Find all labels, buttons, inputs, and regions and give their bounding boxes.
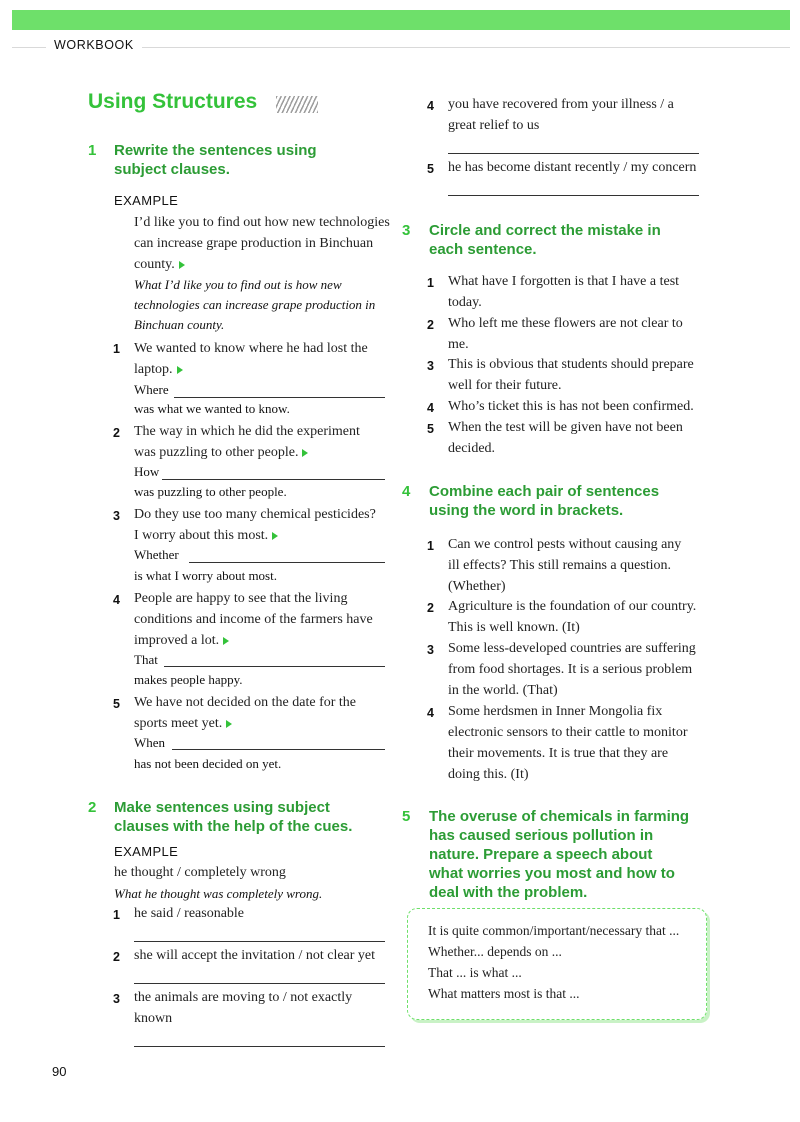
section-2-number: 2: [88, 799, 97, 816]
exercise-4-item-number: 3: [427, 643, 434, 657]
section-5-title-line: The overuse of chemicals in farming: [429, 808, 690, 825]
section-3-title-line: each sentence.: [429, 241, 537, 258]
item-line: conditions and income of the farmers have: [134, 612, 373, 627]
section-1-title-line: subject clauses.: [114, 161, 230, 178]
section-5-title-line: deal with the problem.: [429, 884, 588, 901]
item-line: laptop.: [134, 362, 173, 377]
item-line: electronic sensors to their cattle to monitor: [448, 725, 688, 740]
section-2-example-cue: he thought / completely wrong: [114, 865, 286, 880]
item-line: ill effects? This still remains a question.: [448, 558, 672, 573]
section-2-title-line: Make sentences using subject: [114, 799, 330, 816]
answer-line[interactable]: [134, 983, 385, 984]
speech-prompt-list: [428, 920, 679, 1004]
example-line: county.: [134, 257, 175, 272]
arrow-icon: [179, 261, 185, 269]
item-line: This is well known. (It): [448, 620, 580, 635]
exercise-3-item-text: [448, 313, 683, 355]
exercise-3-item-number: 2: [427, 318, 434, 332]
exercise-1-item-start: That: [134, 652, 158, 667]
item-line: decided.: [448, 441, 496, 456]
exercise-2-item-number: 4: [427, 99, 434, 113]
answer-line[interactable]: [174, 397, 385, 398]
item-line: Some less-developed countries are suffering: [448, 641, 696, 656]
exercise-3-item-number: 1: [427, 276, 434, 290]
item-line: (Whether): [448, 579, 506, 594]
item-line: Can we control pests without causing any: [448, 537, 682, 552]
answer-line[interactable]: [172, 749, 385, 750]
item-line: Do they use too many chemical pesticides?: [134, 507, 376, 522]
item-line: known: [134, 1011, 173, 1026]
exercise-2-item-text: he has become distant recently / my concern: [448, 160, 697, 175]
exercise-3-item-text: [448, 354, 694, 396]
exercise-1-item-text: [134, 588, 373, 651]
speech-prompt-line: That ... is what ...: [428, 965, 522, 980]
exercise-4-item-text: [448, 701, 687, 785]
item-line: you have recovered from your illness / a: [448, 97, 674, 112]
section-5-title-line: what worries you most and how to: [429, 865, 675, 882]
answer-line[interactable]: [162, 479, 385, 480]
item-line: doing this. (It): [448, 767, 529, 782]
exercise-1-item-end: was what we wanted to know.: [134, 401, 290, 416]
exercise-1-item-text: [134, 692, 356, 734]
section-1-title: [114, 141, 317, 179]
speech-prompt-line: It is quite common/important/necessary that ...: [428, 923, 680, 938]
exercise-2-item-text: he said / reasonable: [134, 906, 245, 921]
exercise-1-item-end: makes people happy.: [134, 672, 243, 687]
item-line: in the world. (That): [448, 683, 558, 698]
item-line: great relief to us: [448, 118, 540, 133]
item-line: me.: [448, 337, 469, 352]
exercise-1-item-end: was puzzling to other people.: [134, 484, 287, 499]
section-4-title-line: Combine each pair of sentences: [429, 483, 660, 500]
exercise-3-item-text: [448, 271, 679, 313]
section-3-title-line: Circle and correct the mistake in: [429, 222, 661, 239]
section-3-title: [429, 221, 661, 259]
answer-line[interactable]: [448, 195, 699, 196]
arrow-icon: [302, 449, 308, 457]
exercise-1-item-number: 2: [113, 426, 120, 440]
section-5-title-line: has caused serious pollution in: [429, 827, 654, 844]
example-answer-line: technologies can increase grape production in: [134, 297, 376, 312]
item-line: We wanted to know where he had lost the: [134, 341, 368, 356]
exercise-2-item-text: she will accept the invitation / not clear yet: [134, 948, 376, 963]
exercise-4-item-number: 4: [427, 706, 434, 720]
exercise-2-item-text: [448, 94, 674, 136]
section-2-title: [114, 798, 352, 836]
exercise-2-item-number: 3: [113, 992, 120, 1006]
section-5-title-line: nature. Prepare a speech about: [429, 846, 653, 863]
item-line: well for their future.: [448, 378, 562, 393]
item-line: What have I forgotten is that I have a test: [448, 274, 680, 289]
item-line: improved a lot.: [134, 633, 220, 648]
arrow-icon: [272, 532, 278, 540]
arrow-icon: [223, 637, 229, 645]
exercise-4-item-number: 1: [427, 539, 434, 553]
exercise-4-item-text: [448, 596, 696, 638]
item-line: We have not decided on the date for the: [134, 695, 357, 710]
item-line: Agriculture is the foundation of our country.: [448, 599, 697, 614]
item-line: the animals are moving to / not exactly: [134, 990, 353, 1005]
item-line: The way in which he did the experiment: [134, 424, 360, 439]
item-line: When the test will be given have not been: [448, 420, 683, 435]
page-number: 90: [52, 1064, 67, 1079]
exercise-1-item-number: 3: [113, 509, 120, 523]
exercise-1-item-start: How: [134, 464, 160, 479]
exercise-1-item-text: [134, 338, 368, 380]
section-1-example-label: EXAMPLE: [114, 193, 179, 208]
item-line: I worry about this most.: [134, 528, 269, 543]
item-line: This is obvious that students should prepare: [448, 357, 694, 372]
page-title: Using Structures: [88, 90, 258, 113]
exercise-2-item-text: [134, 987, 352, 1029]
section-1-title-line: Rewrite the sentences using: [114, 142, 317, 159]
exercise-2-item-number: 2: [113, 950, 120, 964]
section-2-example-label: EXAMPLE: [114, 844, 179, 859]
answer-line[interactable]: [134, 1046, 385, 1047]
arrow-icon: [226, 720, 232, 728]
exercise-3-item-text: [448, 417, 683, 459]
exercise-4-item-text: [448, 534, 681, 597]
exercise-1-item-text: [134, 504, 376, 546]
exercise-1-item-number: 5: [113, 697, 120, 711]
item-line: sports meet yet.: [134, 716, 223, 731]
section-4-title-line: using the word in brackets.: [429, 502, 624, 519]
item-line: their movements. It is true that they are: [448, 746, 669, 761]
speech-prompt-line: What matters most is that ...: [428, 986, 580, 1001]
answer-line[interactable]: [448, 153, 699, 154]
speech-prompt-line: Whether... depends on ...: [428, 944, 562, 959]
example-line: I’d like you to find out how new technologies: [134, 215, 390, 230]
exercise-1-item-number: 1: [113, 342, 120, 356]
section-1-example-text: [134, 212, 390, 275]
item-line: from food shortages. It is a serious problem: [448, 662, 693, 677]
item-line: was puzzling to other people.: [134, 445, 299, 460]
title-hatch-decoration: [276, 96, 318, 113]
exercise-4-item-text: [448, 638, 696, 701]
exercise-3-item-number: 3: [427, 359, 434, 373]
section-3-number: 3: [402, 222, 411, 239]
answer-line[interactable]: [134, 941, 385, 942]
exercise-1-item-end: has not been decided on yet.: [134, 756, 282, 771]
exercise-2-item-number: 5: [427, 162, 434, 176]
header-label: WORKBOOK: [46, 38, 142, 52]
item-line: Some herdsmen in Inner Mongolia fix: [448, 704, 663, 719]
section-2-title-line: clauses with the help of the cues.: [114, 818, 353, 835]
section-5-number: 5: [402, 808, 411, 825]
exercise-2-item-number: 1: [113, 908, 120, 922]
exercise-1-item-end: is what I worry about most.: [134, 568, 277, 583]
exercise-3-item-number: 4: [427, 401, 434, 415]
example-answer-line: Binchuan county.: [134, 317, 225, 332]
answer-line[interactable]: [164, 666, 385, 667]
exercise-3-item-text: Who’s ticket this is has not been confirmed.: [448, 399, 694, 414]
exercise-1-item-text: [134, 421, 360, 463]
item-line: People are happy to see that the living: [134, 591, 348, 606]
example-line: can increase grape production in Binchuan: [134, 236, 374, 251]
exercise-1-item-number: 4: [113, 593, 120, 607]
section-4-number: 4: [402, 483, 411, 500]
exercise-1-item-start: Where: [134, 382, 169, 397]
example-answer-line: What I’d like you to find out is how new: [134, 277, 342, 292]
section-1-example-answer: [134, 275, 375, 335]
item-line: today.: [448, 295, 482, 310]
section-2-example-answer: What he thought was completely wrong.: [114, 886, 323, 901]
exercise-4-item-number: 2: [427, 601, 434, 615]
arrow-icon: [177, 366, 183, 374]
item-line: Who left me these flowers are not clear to: [448, 316, 683, 331]
exercise-1-item-start: Whether: [134, 547, 179, 562]
section-4-title: [429, 482, 659, 520]
section-1-number: 1: [88, 142, 97, 159]
answer-line[interactable]: [189, 562, 385, 563]
exercise-1-item-start: When: [134, 735, 166, 750]
top-green-bar: [12, 10, 790, 30]
section-5-title: [429, 807, 689, 902]
exercise-3-item-number: 5: [427, 422, 434, 436]
